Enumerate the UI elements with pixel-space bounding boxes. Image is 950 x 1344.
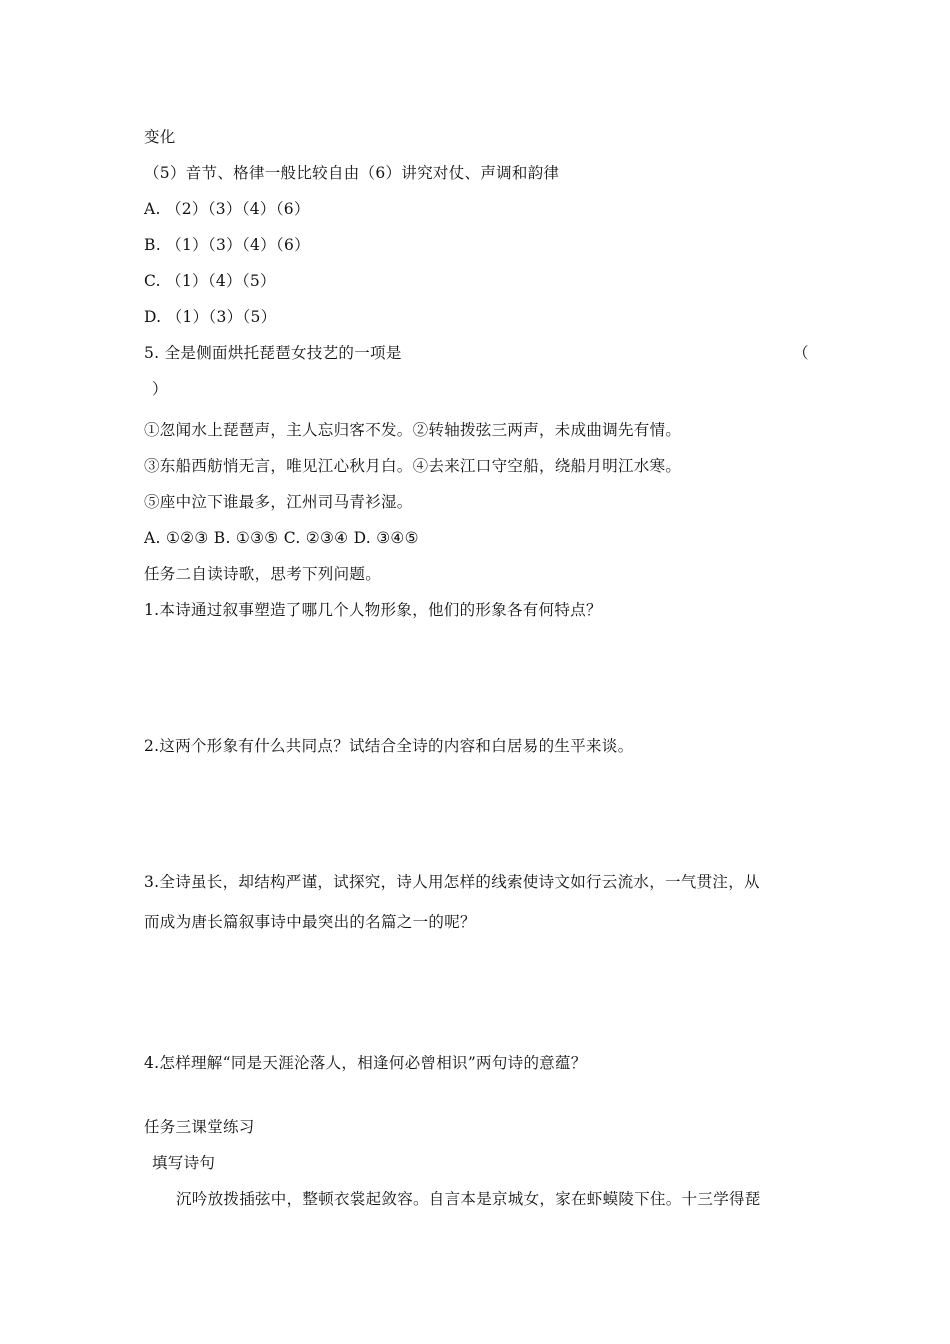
task-3-heading: 任务三课堂练习: [144, 1118, 255, 1136]
task-2-question-1: 1.本诗通过叙事塑造了哪几个人物形象，他们的形象各有何特点？: [144, 601, 602, 619]
option-d: D. （1）（3）（5）: [144, 308, 277, 326]
text-line: （5）音节、格律一般比较自由（6）讲究对仗、声调和韵律: [144, 164, 560, 182]
option-b: B. （1）（3）（4）（6）: [144, 236, 310, 254]
poem-line: ①忽闻水上琵琶声，主人忘归客不发。②转轴拨弦三两声，未成曲调先有情。: [144, 421, 682, 439]
option-a: A. （2）（3）（4）（6）: [144, 200, 310, 218]
text-line: 变化: [144, 128, 176, 146]
poem-line: ③东船西舫悄无言，唯见江心秋月白。④去来江口守空船，绕船月明江水寒。: [144, 457, 682, 475]
answer-paren-close: ）: [152, 380, 168, 398]
option-c: C. （1）（4）（5）: [144, 272, 276, 290]
fill-in-heading: 填写诗句: [152, 1154, 216, 1172]
question-5: 5. 全是侧面烘托琵琶女技艺的一项是: [144, 344, 402, 362]
task-2-heading: 任务二自读诗歌，思考下列问题。: [144, 565, 382, 583]
task-2-question-3: 3.全诗虽长，却结构严谨，试探究，诗人用怎样的线索使诗文如行云流水，一气贯注，从: [144, 873, 760, 891]
poem-paragraph: 沉吟放拨插弦中，整顿衣裳起敛容。自言本是京城女，家在虾蟆陵下住。十三学得琵: [176, 1190, 761, 1208]
task-2-question-4: 4.怎样理解“同是天涯沦落人，相逢何必曾相识”两句诗的意蕴？: [144, 1054, 587, 1072]
task-2-question-3-cont: 而成为唐长篇叙事诗中最突出的名篇之一的呢？: [144, 913, 476, 931]
task-2-question-2: 2.这两个形象有什么共同点？试结合全诗的内容和白居易的生平来谈。: [144, 737, 634, 755]
poem-line: ⑤座中泣下谁最多，江州司马青衫湿。: [144, 493, 413, 511]
question-5-options: A. ①②③ B. ①③⑤ C. ②③④ D. ③④⑤: [144, 529, 419, 547]
answer-paren-open: （: [793, 344, 809, 362]
